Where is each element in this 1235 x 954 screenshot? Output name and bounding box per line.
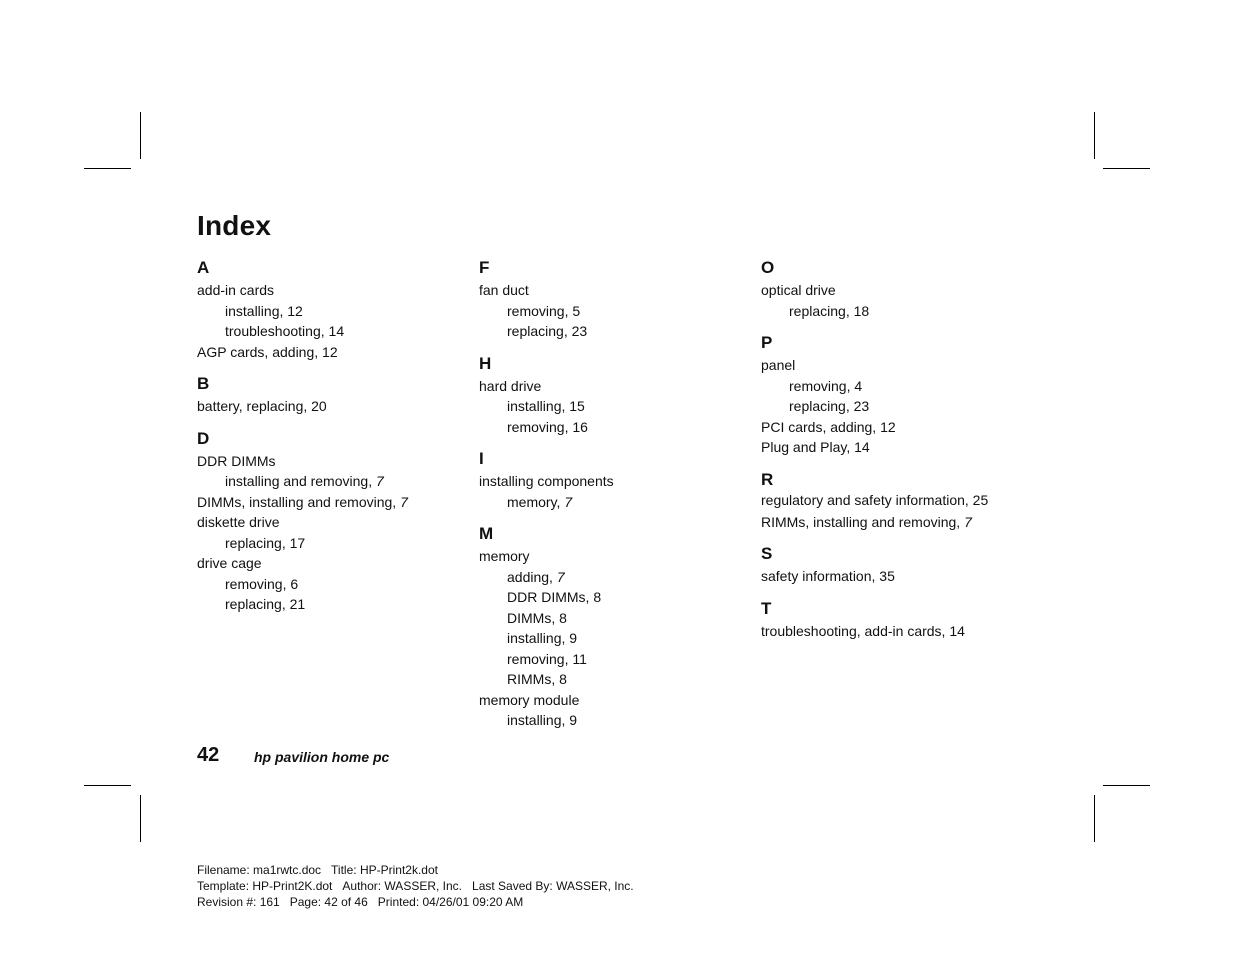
index-entry [479, 376, 749, 397]
index-entry [761, 437, 1001, 458]
index-subentry [479, 669, 749, 690]
index-subentry [197, 533, 467, 554]
index-subentry [479, 417, 749, 438]
index-subentry [479, 587, 749, 608]
section-letter: P [761, 333, 773, 352]
print-info-printed: Printed: 04/26/01 09:20 AM [377, 895, 524, 909]
entry-text: PCI cards, adding, [761, 418, 881, 435]
index-section-a [197, 256, 467, 362]
entry-page-link[interactable]: 15 [569, 398, 585, 414]
crop-mark-bottom-right-horizontal [1103, 785, 1150, 786]
index-entry [197, 280, 467, 301]
index-section-b [197, 372, 467, 417]
entry-page-link[interactable]: 7 [564, 493, 573, 510]
index-entry [761, 417, 1001, 438]
entry-text: troubleshooting, add-in cards, [761, 622, 950, 639]
entry-text: removing, [507, 650, 573, 667]
crop-mark-bottom-left-vertical [140, 795, 141, 842]
index-entry [197, 396, 467, 417]
print-info-line-2 [197, 878, 644, 894]
page-title: Index [197, 210, 272, 241]
entry-page-link[interactable]: 9 [569, 630, 578, 646]
section-letter: O [761, 258, 775, 277]
crop-mark-top-left-horizontal [84, 168, 131, 169]
print-info-page: Page: 42 of 46 [289, 895, 368, 909]
entry-text: replacing, [225, 534, 290, 551]
index-section-s [761, 542, 1001, 587]
entry-text: replacing, [789, 398, 854, 414]
index-subentry [479, 649, 749, 670]
index-entry [761, 621, 1001, 642]
crop-mark-top-right-horizontal [1103, 168, 1150, 169]
index-entry [761, 355, 1001, 376]
section-letter: H [479, 353, 492, 373]
entry-text: installing, [225, 302, 288, 319]
entry-text: DIMMs, installing and removing, [197, 493, 401, 510]
entry-text: replacing, [225, 596, 290, 612]
entry-text: regulatory and safety information, [761, 491, 973, 508]
entry-text: removing, [225, 575, 291, 592]
entry-text: DIMMs, [507, 609, 560, 626]
crop-mark-bottom-left-horizontal [84, 785, 131, 786]
index-subentry [197, 574, 467, 595]
index-subentry [479, 301, 749, 322]
section-letter: M [479, 524, 494, 543]
entry-page-link[interactable]: 4 [854, 377, 863, 394]
entry-text: hard drive [479, 377, 542, 394]
crop-mark-top-left-vertical [140, 112, 141, 159]
entry-text: removing, [507, 302, 573, 319]
entry-text: panel [761, 357, 796, 373]
entry-text: diskette drive [197, 514, 280, 530]
entry-page-link[interactable]: 9 [569, 712, 578, 728]
section-letter: B [197, 374, 210, 393]
index-subentry [479, 628, 749, 649]
entry-page-link[interactable]: 14 [328, 323, 345, 339]
entry-text: AGP cards, adding, [197, 343, 323, 360]
entry-text: memory, [507, 493, 565, 510]
section-letter: A [197, 258, 210, 277]
index-subentry [479, 567, 749, 588]
entry-page-link[interactable]: 12 [322, 343, 338, 360]
entry-text: optical drive [761, 282, 836, 298]
index-entry [197, 342, 467, 363]
print-info-line-1 [197, 862, 644, 878]
entry-page-link[interactable]: 11 [572, 650, 587, 667]
entry-page-link[interactable]: 23 [853, 398, 870, 414]
index-entry [197, 451, 467, 472]
index-entry [479, 471, 749, 492]
index-entry [761, 566, 1001, 587]
entry-text: battery, replacing, [197, 398, 312, 414]
section-letter: R [761, 469, 774, 489]
index-entry [479, 690, 749, 711]
index-column-1 [197, 256, 467, 625]
entry-text: replacing, [507, 323, 572, 339]
entry-page-link[interactable]: 35 [879, 568, 895, 584]
index-section-i [479, 447, 749, 512]
entry-text: Plug and Play, [761, 439, 855, 455]
entry-page-link[interactable]: 17 [289, 534, 306, 551]
entry-page-link[interactable]: 8 [559, 609, 567, 626]
entry-text: RIMMs, installing and removing, [761, 513, 965, 530]
index-subentry [479, 710, 749, 731]
crop-mark-bottom-right-vertical [1094, 795, 1095, 842]
index-entry [761, 280, 1001, 301]
entry-page-link[interactable]: 12 [287, 302, 303, 319]
entry-text: installing components [479, 473, 614, 489]
index-section-h [479, 352, 749, 438]
index-entry [761, 512, 1001, 533]
entry-page-link[interactable]: 14 [949, 622, 965, 639]
entry-text: removing, [507, 418, 573, 435]
print-info-revision: Revision #: 161 [197, 895, 280, 909]
entry-text: installing, [507, 630, 570, 646]
section-letter: S [761, 544, 773, 563]
entry-page-link[interactable]: 7 [375, 473, 384, 489]
entry-text: installing, [507, 712, 570, 728]
entry-page-link[interactable]: 16 [572, 418, 588, 435]
index-entry [197, 553, 467, 574]
entry-page-link[interactable]: 6 [290, 575, 299, 592]
index-subentry [479, 492, 749, 513]
print-info-line-3 [197, 894, 644, 910]
index-section-r [761, 468, 1001, 533]
entry-text: memory module [479, 691, 580, 708]
index-subentry [197, 594, 467, 615]
entry-page-link[interactable]: 21 [289, 596, 306, 612]
section-letter: F [479, 258, 490, 277]
index-section-f [479, 256, 749, 342]
entry-text: DDR DIMMs [197, 452, 276, 469]
entry-text: removing, [789, 377, 855, 394]
index-section-p [761, 331, 1001, 458]
index-subentry [479, 396, 749, 417]
entry-page-link[interactable]: 12 [880, 418, 896, 435]
entry-page-link[interactable]: 7 [964, 513, 972, 530]
entry-page-link[interactable]: 25 [972, 491, 989, 508]
print-info-filename: Filename: ma1rwtc.doc [197, 863, 322, 877]
print-info-title: Title: HP-Print2k.dot [331, 863, 438, 877]
entry-page-link[interactable]: 8 [593, 589, 602, 605]
entry-page-link[interactable]: 18 [853, 302, 870, 319]
entry-text: drive cage [197, 555, 262, 571]
print-info-template: Template: HP-Print2K.dot [197, 879, 333, 893]
entry-text: safety information, [761, 568, 880, 584]
entry-text: installing and removing, [225, 473, 376, 489]
entry-page-link[interactable]: 5 [572, 302, 581, 319]
index-subentry [761, 376, 1001, 397]
index-subentry [479, 321, 749, 342]
footer-book-title: hp pavilion home pc [254, 749, 390, 765]
entry-page-link[interactable]: 8 [559, 671, 567, 687]
section-letter: D [197, 428, 210, 448]
index-subentry [761, 301, 1001, 322]
entry-text: troubleshooting, [225, 323, 329, 339]
index-entry [479, 546, 749, 567]
index-section-m [479, 522, 749, 731]
footer-page-number: 42 [197, 744, 220, 766]
entry-text: DDR DIMMs, [507, 589, 594, 605]
index-entry [479, 280, 749, 301]
index-subentry [197, 471, 467, 492]
index-subentry [197, 321, 467, 342]
entry-page-link[interactable]: 20 [311, 398, 327, 414]
index-section-o [761, 256, 1001, 321]
entry-text: memory [479, 548, 530, 564]
crop-mark-top-right-vertical [1094, 112, 1095, 159]
entry-page-link[interactable]: 7 [400, 493, 408, 510]
index-section-d [197, 427, 467, 615]
entry-text: RIMMs, [507, 671, 560, 687]
index-column-2 [479, 256, 749, 741]
section-letter: I [479, 449, 484, 468]
print-info [197, 862, 644, 910]
index-subentry [479, 608, 749, 629]
print-info-last-saved: Last Saved By: WASSER, Inc. [472, 879, 634, 893]
entry-text: adding, [507, 568, 557, 585]
index-section-t [761, 597, 1001, 642]
entry-page-link[interactable]: 7 [556, 568, 565, 585]
index-column-3 [761, 256, 1001, 651]
entry-text: fan duct [479, 282, 529, 298]
entry-text: installing, [507, 398, 570, 414]
index-entry [197, 492, 467, 513]
print-info-author: Author: WASSER, Inc. [342, 879, 463, 893]
section-letter: T [761, 598, 772, 618]
entry-text: replacing, [789, 302, 854, 319]
index-entry [761, 492, 1001, 509]
entry-page-link[interactable]: 23 [571, 323, 588, 339]
entry-text: add-in cards [197, 282, 275, 298]
entry-page-link[interactable]: 14 [854, 439, 870, 455]
index-subentry [761, 396, 1001, 417]
index-entry [197, 512, 467, 533]
index-subentry [197, 301, 467, 322]
